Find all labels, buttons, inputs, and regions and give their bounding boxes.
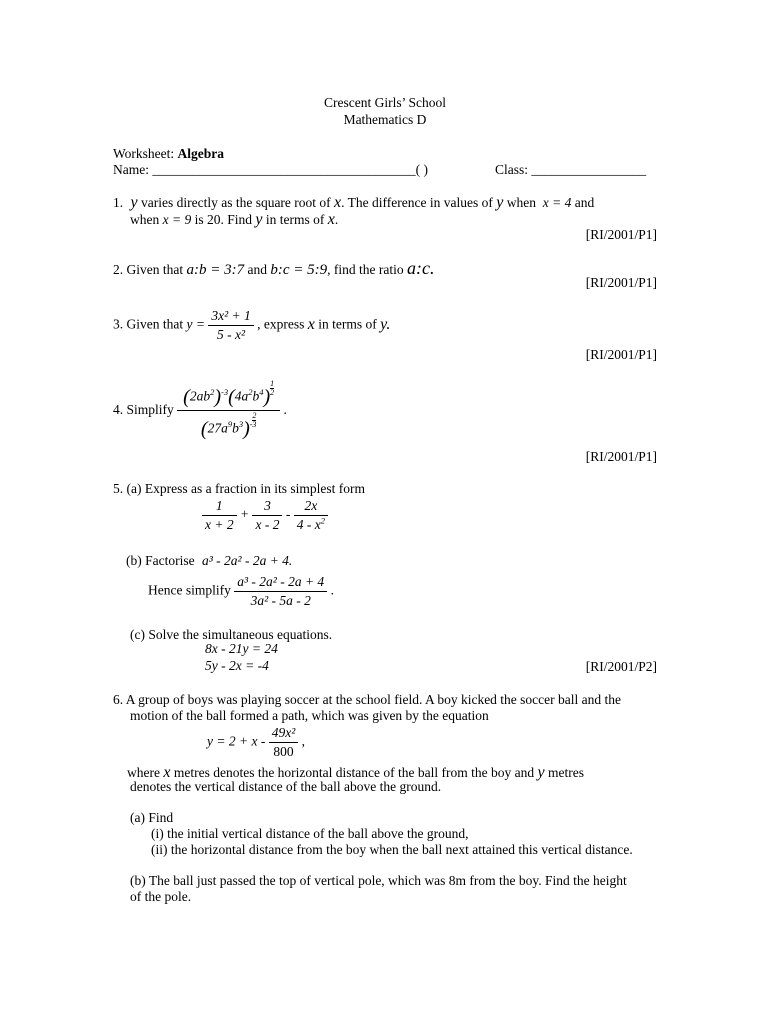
q1-text-e: when: [130, 212, 160, 227]
question-1-ref: [RI/2001/P1]: [585, 227, 657, 242]
q1-x-eq-4: x = 4: [539, 195, 572, 210]
question-3-line: [113, 308, 390, 342]
question-5c-label: (c) Solve the simultaneous equations.: [130, 627, 333, 642]
school-name: Crescent Girls’ School: [324, 95, 446, 110]
var-y: y.: [380, 316, 391, 334]
q5a-frac-3: $\frac{2x}{4 - x^2}$: [294, 498, 328, 532]
question-2-ref: [RI/2001/P1]: [585, 275, 657, 290]
question-6a-find: (a) Find: [130, 810, 174, 825]
q6-eq-tail: ,: [301, 733, 305, 749]
q5b-expression: a³ - 2a² - 2a + 4.: [201, 553, 293, 568]
q4-numerator: $(2ab^2)^{-3}(4a^2b^4)\frac{1}{2}$: [183, 379, 275, 408]
question-2-line: [113, 259, 435, 279]
question-5b-hence: Hence simplify $\frac{\text{a³ - 2a² - 2a + 4}}{\text{3a² - 5a - 2}}$ .: [148, 574, 334, 608]
q5b-hence-label: Hence simplify: [148, 582, 231, 598]
q3-numerator: 3x² + 1: [211, 308, 251, 323]
question-6-line-1: 6. A group of boys was playing soccer at the school field. A boy kicked the soccer ball and the: [113, 692, 622, 707]
question-1-number: 1.: [113, 195, 124, 210]
q3-denominator: 5 - x²: [217, 326, 246, 342]
question-3-ref: [RI/2001/P1]: [585, 347, 657, 362]
var-x: x: [163, 764, 171, 781]
q5b-label: (b) Factorise: [126, 553, 195, 568]
class-line: Class: _________________: [495, 162, 647, 177]
question-4-number: 4. Simplify: [113, 401, 174, 417]
q5a-frac-2: $\frac{3}{x - 2}$: [252, 498, 282, 532]
q1-text-b: . The difference in values of: [341, 195, 493, 210]
q4-denominator: $(27a^9b^3)^-\frac{2}{3}$: [200, 410, 257, 440]
q6-numerator: 49x²: [271, 725, 296, 740]
q5b-numerator: a³ - 2a² - 2a + 4: [237, 574, 325, 589]
var-x: x: [307, 316, 315, 334]
question-6-where-line-2: denotes the vertical distance of the ball above the ground.: [130, 779, 442, 794]
var-x: x: [334, 194, 342, 211]
q6-where-b: metres denotes the horizontal distance of the ball from the boy and: [173, 765, 535, 780]
var-y: y: [255, 211, 263, 228]
name-line: Name: _______________________________________( ): [113, 162, 428, 177]
question-5a-expression: $\frac{1}{x + 2}$ + $\frac{3}{x - 2}$ - $\frac{2x}{4 - x^2}$: [202, 498, 328, 532]
var-x: x: [327, 211, 335, 228]
subject-name: Mathematics D: [343, 112, 427, 127]
question-6-equation: [207, 725, 305, 759]
question-5-ref: [RI/2001/P2]: [585, 659, 657, 674]
worksheet-label: Worksheet:: [113, 146, 175, 161]
question-6a-ii: (ii) the horizontal distance from the boy when the ball next attained this vertical distance.: [151, 842, 633, 857]
question-3-number: 3. Given that: [113, 316, 184, 332]
question-5b-line: [126, 554, 292, 569]
question-5c-eq1: 8x - 21y = 24: [205, 641, 278, 656]
q1-x-eq-9: x = 9: [162, 212, 192, 227]
var-y: y: [496, 194, 504, 211]
q4-fraction: [177, 380, 280, 441]
worksheet-title-line: [113, 147, 224, 162]
q2-and: and: [247, 262, 267, 277]
question-6a-i: (i) the initial vertical distance of the ball above the ground,: [151, 826, 469, 841]
q3-fraction: [208, 308, 253, 342]
question-1-line-1: [113, 194, 594, 212]
q3-lhs: y =: [186, 316, 205, 332]
question-5c-eq2: 5y - 2x = -4: [205, 658, 269, 673]
q6-eq-lhs: y = 2 + x -: [207, 733, 266, 749]
question-6-line-2: motion of the ball formed a path, which was given by the equation: [130, 708, 489, 723]
q5a-frac-1: $\frac{1}{x + 2}$: [202, 498, 237, 532]
q5b-fraction: [234, 574, 327, 608]
question-6b-line-1: (b) The ball just passed the top of vertical pole, which was 8m from the boy. Find the height: [130, 873, 627, 888]
q2-ratio-bc: b:c = 5:9: [270, 262, 328, 278]
q1-text-h: .: [334, 212, 339, 227]
question-4-line: [113, 380, 287, 441]
q2-ratio-ac: a:c.: [407, 258, 435, 278]
question-4-ref: [RI/2001/P1]: [585, 449, 657, 464]
q2-tail: , find the ratio: [327, 262, 404, 277]
q6-fraction: [269, 725, 299, 759]
var-y: y: [537, 764, 545, 781]
question-1-line-2: [130, 211, 338, 229]
q6-denominator: 800: [273, 743, 294, 759]
q3-tail: , express: [257, 316, 305, 332]
q3-mid: in terms of: [318, 316, 377, 332]
q4-tail: .: [283, 401, 287, 417]
q1-text-g: in terms of: [265, 212, 325, 227]
question-5a-label: 5. (a) Express as a fraction in its simplest form: [113, 481, 365, 496]
q6-where-c: metres: [547, 765, 584, 780]
q1-text-f: is 20. Find: [194, 212, 252, 227]
question-2-number: 2. Given that: [113, 262, 184, 277]
q2-ratio-ab: a:b = 3:7: [186, 262, 245, 278]
worksheet-title: Algebra: [177, 146, 225, 161]
var-y: y: [126, 194, 138, 211]
q1-text-d: and: [574, 195, 595, 210]
q1-text-c: when: [506, 195, 536, 210]
question-6b-line-2: of the pole.: [130, 889, 192, 904]
q6-where: where: [127, 765, 160, 780]
q5b-denominator: 3a² - 5a - 2: [250, 592, 311, 608]
q1-text-a: varies directly as the square root of: [140, 195, 331, 210]
